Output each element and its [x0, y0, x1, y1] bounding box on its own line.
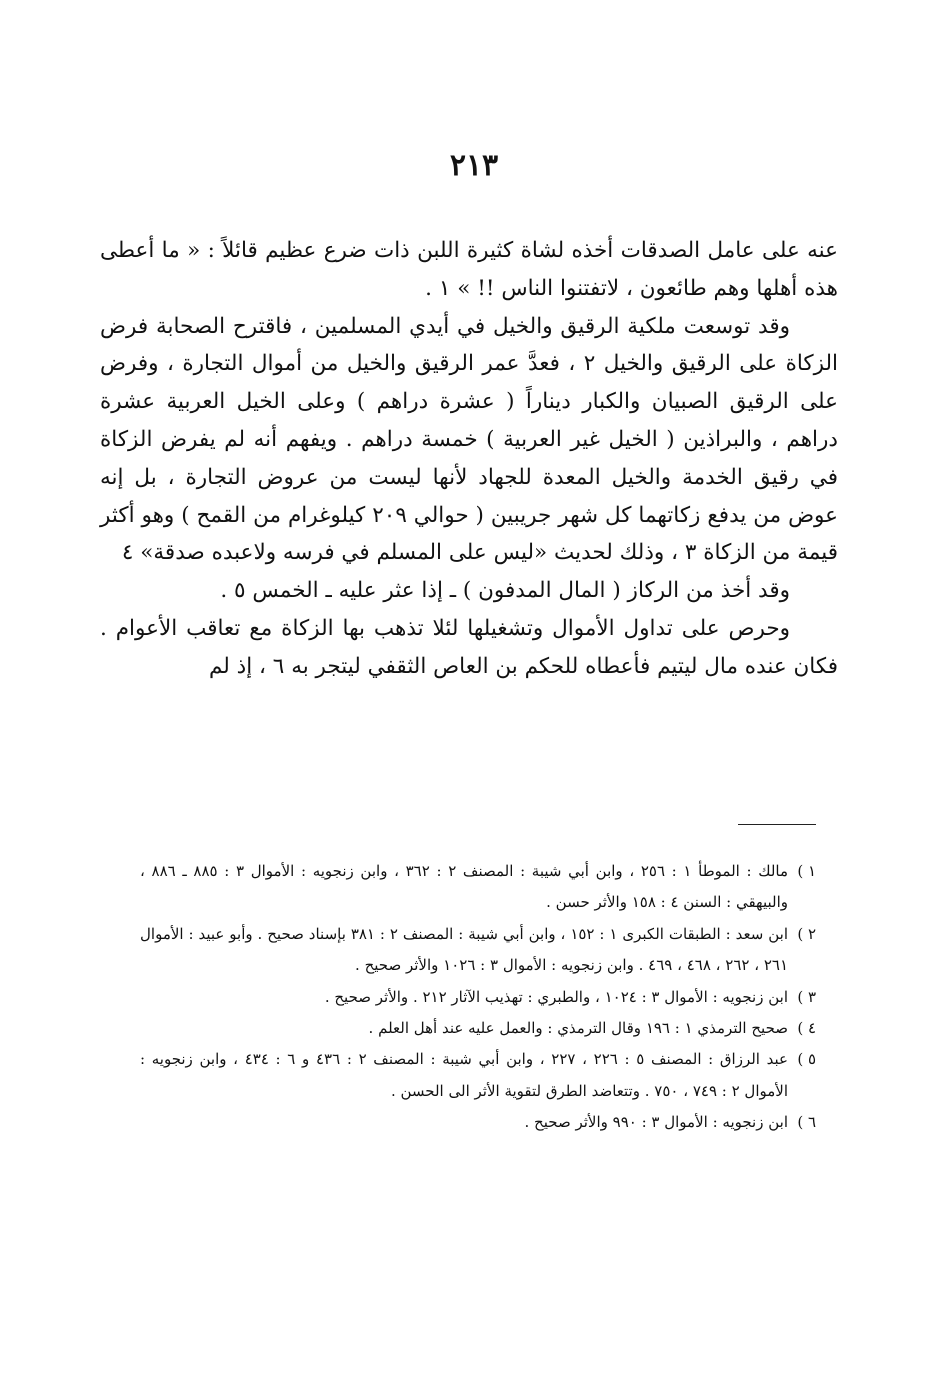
main-text — [100, 232, 838, 686]
footnotes — [140, 856, 816, 1139]
paragraph: وحرص على تداول الأموال وتشغيلها لئلا تذهب بها الزكاة مع تعاقب الأعوام . فكان عنده مال ليتيم فأعطاه للحكم بن العاص الثقفي ليتجر به ٦ ، إذ لم — [100, 615, 838, 679]
footnote-number: ٥ ) — [797, 1050, 816, 1069]
page-number: ٢١٣ — [449, 148, 499, 183]
footnote-number: ٤ ) — [797, 1019, 816, 1038]
footnote-text: ابن زنجويه : الأموال ٣ : ١٠٢٤ ، والطبري : تهذيب الآثار ٢١٢ . والأثر صحيح . — [324, 987, 788, 1006]
footnote-number: ٦ ) — [797, 1113, 816, 1132]
footnote-number: ٣ ) — [797, 987, 816, 1006]
footnote — [140, 1013, 816, 1044]
footnote-text: ابن سعد : الطبقات الكبرى ١ : ١٥٢ ، وابن أبي شيبة : المصنف ٢ : ٣٨١ بإسناد صحيح . وأبو عبيد : الأموال ٢٦١ ، ٢٦٢ ، ٤٦٨ ، ٤٦٩ . وابن زنجويه : الأموال ٣ : ١٠٢٦ والأثر صحيح . — [140, 924, 788, 975]
footnote — [140, 1107, 816, 1138]
footnote-text: عبد الرزاق : المصنف ٥ : ٢٢٦ ، ٢٢٧ ، وابن أبي شيبة : المصنف ٢ : ٤٣٦ و ٦ : ٤٣٤ ، وابن زنجويه : الأموال ٢ : ٧٤٩ ، ٧٥٠ . وتتعاضد الطرق لتقوية الأثر الى الحسن . — [140, 1050, 788, 1100]
footnote-separator — [738, 824, 816, 825]
footnote — [140, 919, 816, 982]
footnote-number: ٢ ) — [797, 924, 816, 943]
paragraph: وقد توسعت ملكية الرقيق والخيل في أيدي المسلمين ، فاقترح الصحابة فرض الزكاة على الرقيق والخيل ٢ ، فعدَّ عمر الرقيق والخيل من أموال التجارة ، وفرض على الرقيق الصبيان والكبار ديناراً ( عشرة دراهم ) وعلى الخيل العربية عشرة دراهم ، والبراذين ( الخيل غير العربية ) خمسة دراهم . ويفهم أنه لم يفرض الزكاة في رقيق الخدمة والخيل المعدة للجهاد لأنها ليست من عروض التجارة ، بل إنه عوض من يدفع زكاتهما كل شهر جريبين ( حوالي ٢٠٩ كيلوغرام من القمح ) وهو أكثر قيمة من الزكاة ٣ ، وذلك لحديث «ليس على المسلم في فرسه ولاعبده صدقة» ٤ — [100, 313, 839, 566]
paragraph: وقد أخذ من الركاز ( المال المدفون ) ـ إذا عثر عليه ـ الخمس ٥ . — [220, 578, 790, 604]
paragraph: عنه على عامل الصدقات أخذه لشاة كثيرة اللبن ذات ضرع عظيم قائلاً : « ما أعطى هذه أهلها وهم طائعون ، لاتفتنوا الناس !! » ١ . — [100, 238, 838, 301]
footnote — [140, 982, 816, 1013]
footnote — [140, 856, 816, 919]
footnote-text: ابن زنجويه : الأموال ٣ : ٩٩٠ والأثر صحيح . — [524, 1113, 788, 1132]
footnote — [140, 1044, 816, 1107]
footnote-text: مالك : الموطأ ١ : ٢٥٦ ، وابن أبي شيبة : المصنف ٢ : ٣٦٢ ، وابن زنجويه : الأموال ٣ : ٨٨٥ ـ ٨٨٦ ، والبيهقي : السنن ٤ : ١٥٨ والأثر حسن . — [140, 862, 789, 912]
footnote-text: صحيح الترمذي ١ : ١٩٦ وقال الترمذي : والعمل عليه عند أهل العلم . — [368, 1019, 788, 1038]
footnote-number: ١ ) — [797, 862, 816, 880]
